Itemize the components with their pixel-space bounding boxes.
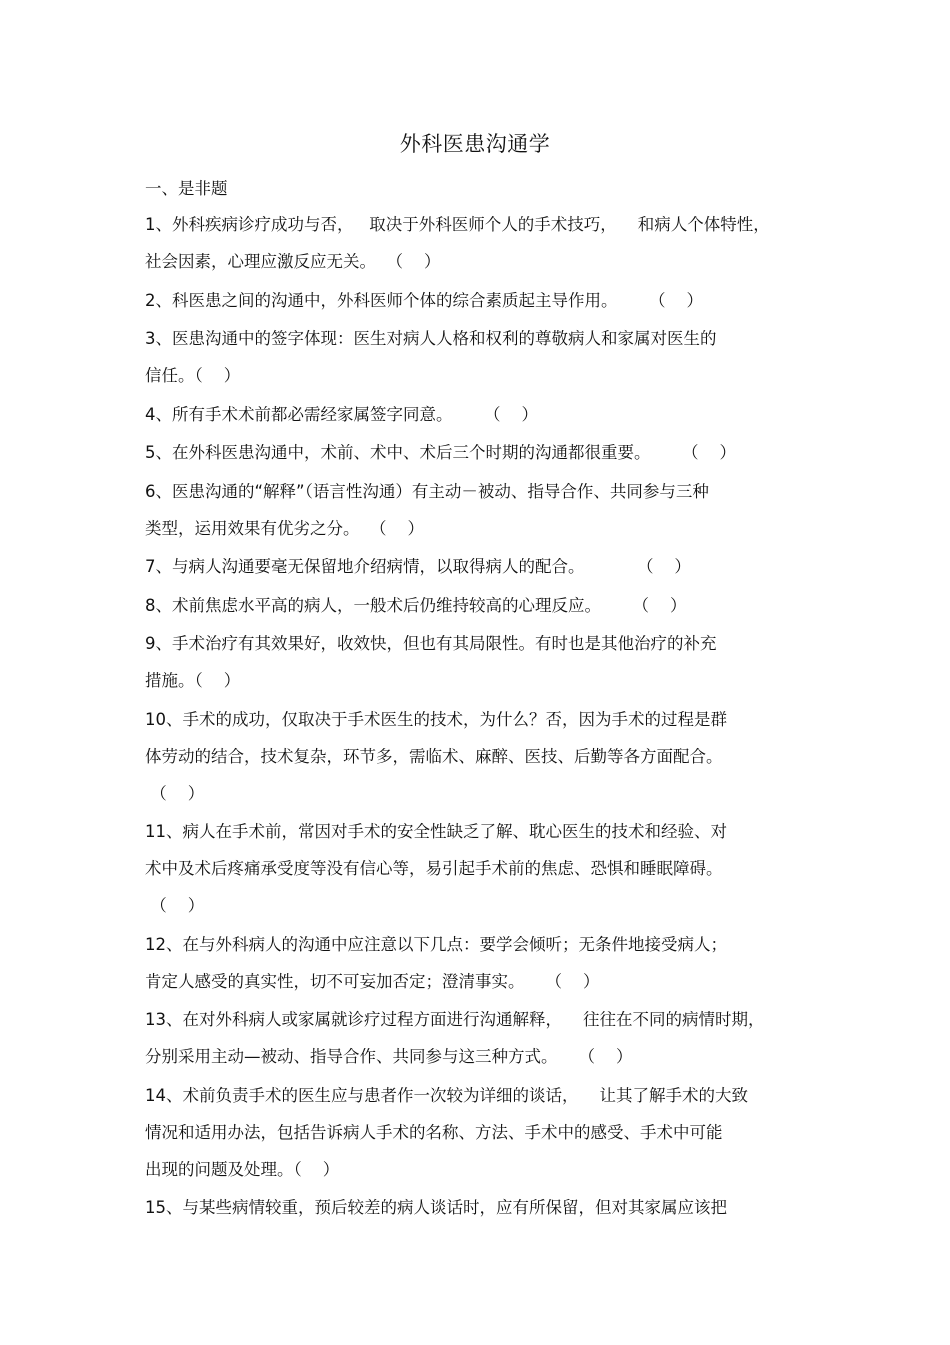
question-line: 2、科医患之间的沟通中，外科医师个体的综合素质起主导作用。 （ ）: [145, 290, 703, 310]
question-line: 情况和适用办法，包括告诉病人手术的名称、方法、手术中的感受、手术中可能: [145, 1122, 723, 1142]
document-title: 外科医患沟通学: [399, 132, 551, 156]
question-line: （ ）: [145, 896, 205, 915]
question-line: 13、在对外科病人或家属就诊疗过程方面进行沟通解释， 往往在不同的病情时期，: [145, 1010, 765, 1029]
question-line: 术中及术后疼痛承受度等没有信心等，易引起手术前的焦虑、恐惧和睡眠障碍。: [145, 859, 723, 878]
question-item: [145, 625, 805, 699]
question-item: [145, 1077, 805, 1188]
question-item: [145, 1189, 805, 1226]
question-line: 3、医患沟通中的签字体现：医生对病人人格和权利的尊敬病人和家属对医生的: [145, 329, 717, 348]
question-item: [145, 473, 805, 547]
question-item: [145, 813, 805, 924]
question-item: [145, 396, 805, 433]
question-line: 社会因素，心理应激反应无关。 （ ）: [145, 252, 441, 271]
question-line: （ ）: [145, 783, 205, 803]
question-line: 1、外科疾病诊疗成功与否， 取决于外科医师个人的手术技巧， 和病人个体特性，: [145, 215, 770, 234]
question-line: 肯定人感受的真实性，切不可妄加否定；澄清事实。 （ ）: [145, 971, 600, 991]
question-line: 8、术前焦虑水平高的病人，一般术后仍维持较高的心理反应。 （ ）: [145, 595, 687, 615]
question-line: 措施。（ ）: [145, 671, 241, 690]
question-line: 出现的问题及处理。（ ）: [145, 1159, 340, 1179]
question-item: [145, 206, 805, 280]
question-line: 9、手术治疗有其效果好，收效快，但也有其局限性。有时也是其他治疗的补充: [145, 634, 717, 653]
question-line: 4、所有手术术前都必需经家属签字同意。 （ ）: [145, 404, 538, 424]
question-item: [145, 320, 805, 394]
section-heading: 一、是非题: [145, 179, 228, 198]
question-line: 7、与病人沟通要毫无保留地介绍病情，以取得病人的配合。 （ ）: [145, 557, 691, 576]
question-item: [145, 926, 805, 1000]
question-item: [145, 587, 805, 624]
question-item: [145, 548, 805, 585]
question-item: [145, 282, 805, 319]
question-item: [145, 434, 805, 471]
question-list: [145, 206, 805, 1228]
question-line: 5、在外科医患沟通中，术前、术中、术后三个时期的沟通都很重要。 （ ）: [145, 443, 736, 462]
question-line: 类型，运用效果有优劣之分。 （ ）: [145, 518, 424, 538]
question-line: 10、手术的成功，仅取决于手术医生的技术，为什么？否，因为手术的过程是群: [145, 709, 727, 729]
question-line: 14、术前负责手术的医生应与患者作一次较为详细的谈话， 让其了解手术的大致: [145, 1085, 748, 1105]
question-item: [145, 701, 805, 812]
question-line: 分别采用主动—被动、指导合作、共同参与这三种方式。 （ ）: [145, 1047, 633, 1066]
question-line: 15、与某些病情较重，预后较差的病人谈话时，应有所保留，但对其家属应该把: [145, 1198, 727, 1217]
question-line: 12、在与外科病人的沟通中应注意以下几点：要学会倾听；无条件地接受病人；: [145, 934, 727, 954]
question-line: 11、病人在手术前，常因对手术的安全性缺乏了解、耽心医生的技术和经验、对: [145, 822, 727, 841]
question-line: 信任。（ ）: [145, 366, 241, 385]
question-line: 6、医患沟通的“解释”（语言性沟通）有主动－被动、指导合作、共同参与三种: [145, 481, 709, 501]
question-line: 体劳动的结合，技术复杂，环节多，需临术、麻醉、医技、后勤等各方面配合。: [145, 746, 723, 766]
question-item: [145, 1001, 805, 1075]
